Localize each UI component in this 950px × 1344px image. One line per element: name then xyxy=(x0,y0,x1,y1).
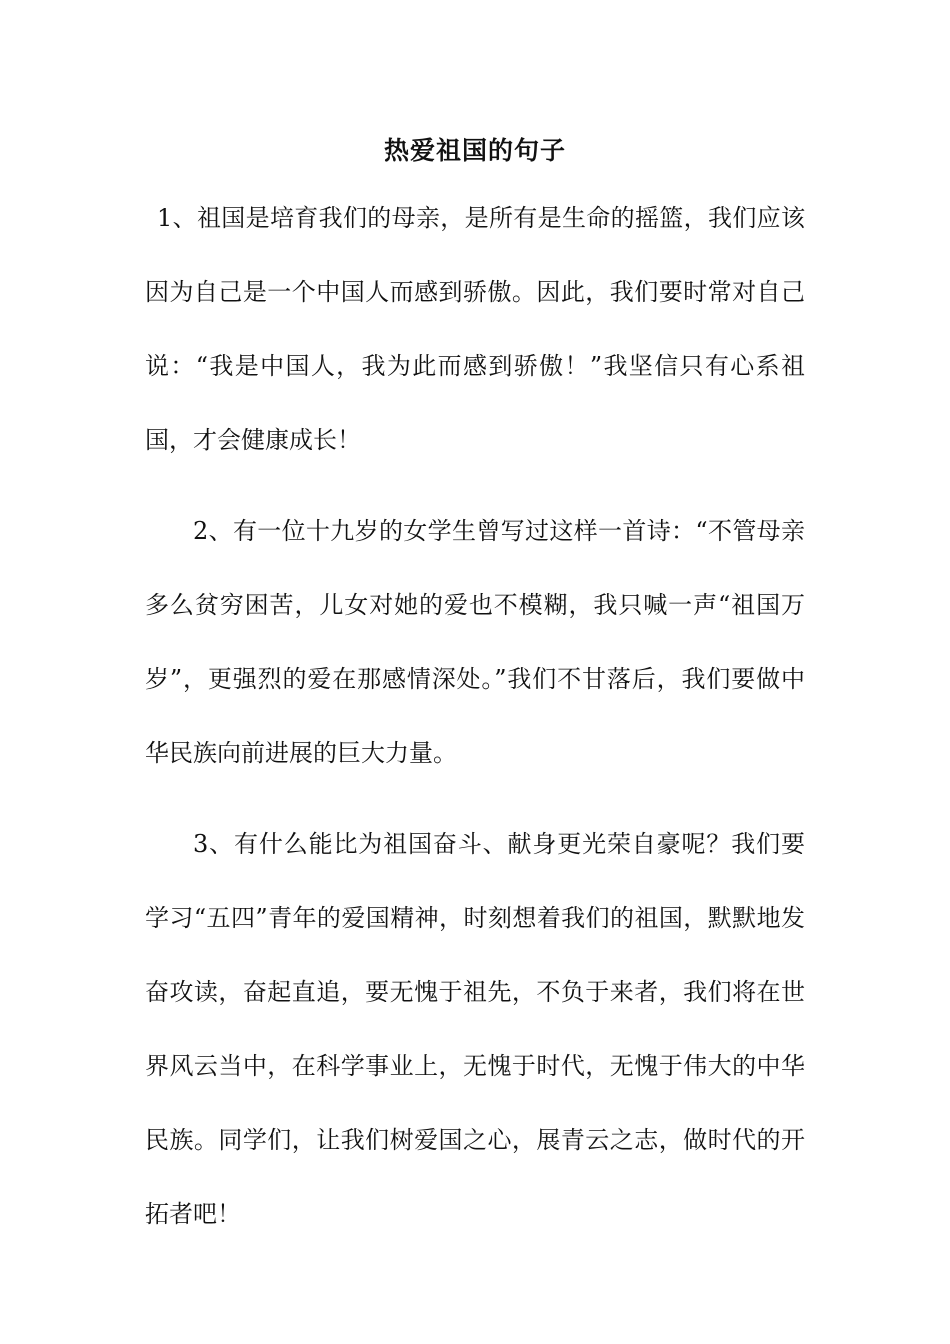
document-body xyxy=(145,181,805,1268)
paragraph-3: 3、有什么能比为祖国奋斗、献身更光荣自豪呢？我们要学习“五四”青年的爱国精神，时刻想着我们的祖国，默默地发奋攻读，奋起直追，要无愧于祖先，不负于来者，我们将在世界风云当中，在科学事业上，无愧于时代，无愧于伟大的中华民族。同学们，让我们树爱国之心，展青云之志，做时代的开拓者吧！ xyxy=(145,830,805,1228)
document-title: 热爱祖国的句子 xyxy=(383,136,566,165)
paragraph-2: 2、有一位十九岁的女学生曾写过这样一首诗：“不管母亲多么贫穷困苦，儿女对她的爱也不模糊，我只喊一声“祖国万岁”，更强烈的爱在那感情深处。”我们不甘落后，我们要做中华民族向前进展的巨大力量。 xyxy=(145,517,805,767)
paragraph-1: 1、祖国是培育我们的母亲，是所有是生命的摇篮，我们应该因为自己是一个中国人而感到骄傲。因此，我们要时常对自己说：“我是中国人，我为此而感到骄傲！”我坚信只有心系祖国，才会健康成长！ xyxy=(145,204,805,454)
